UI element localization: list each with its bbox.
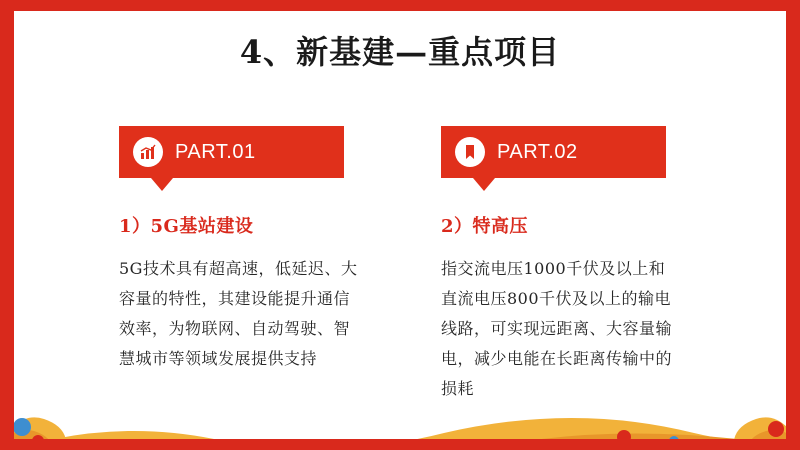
- section-body-02: 指交流电压1000千伏及以上和直流电压800千伏及以上的输电线路，可实现远距离、大容量输电，减少电能在长距离传输中的损耗: [441, 259, 673, 398]
- content-columns: [14, 126, 786, 404]
- bookmark-icon: [455, 137, 485, 167]
- page-title: 4、新基建—重点项目: [239, 33, 561, 71]
- part-banner-label-02: PART.02: [497, 140, 578, 163]
- part-banner-01[interactable]: [119, 126, 344, 178]
- section-heading-01: 1）5G基站建设: [119, 216, 254, 237]
- slide-content-area: [14, 11, 786, 439]
- column-part-01: [119, 126, 369, 404]
- section-heading-02: 2）特高压: [441, 216, 529, 237]
- bar-chart-icon: [133, 137, 163, 167]
- part-banner-02[interactable]: [441, 126, 666, 178]
- part-banner-label-01: PART.01: [175, 140, 256, 163]
- column-part-02: [441, 126, 691, 404]
- section-body-01: 5G技术具有超高速，低延迟、大容量的特性，其建设能提升通信效率，为物联网、自动驾驶、智慧城市等领域发展提供支持: [119, 259, 358, 368]
